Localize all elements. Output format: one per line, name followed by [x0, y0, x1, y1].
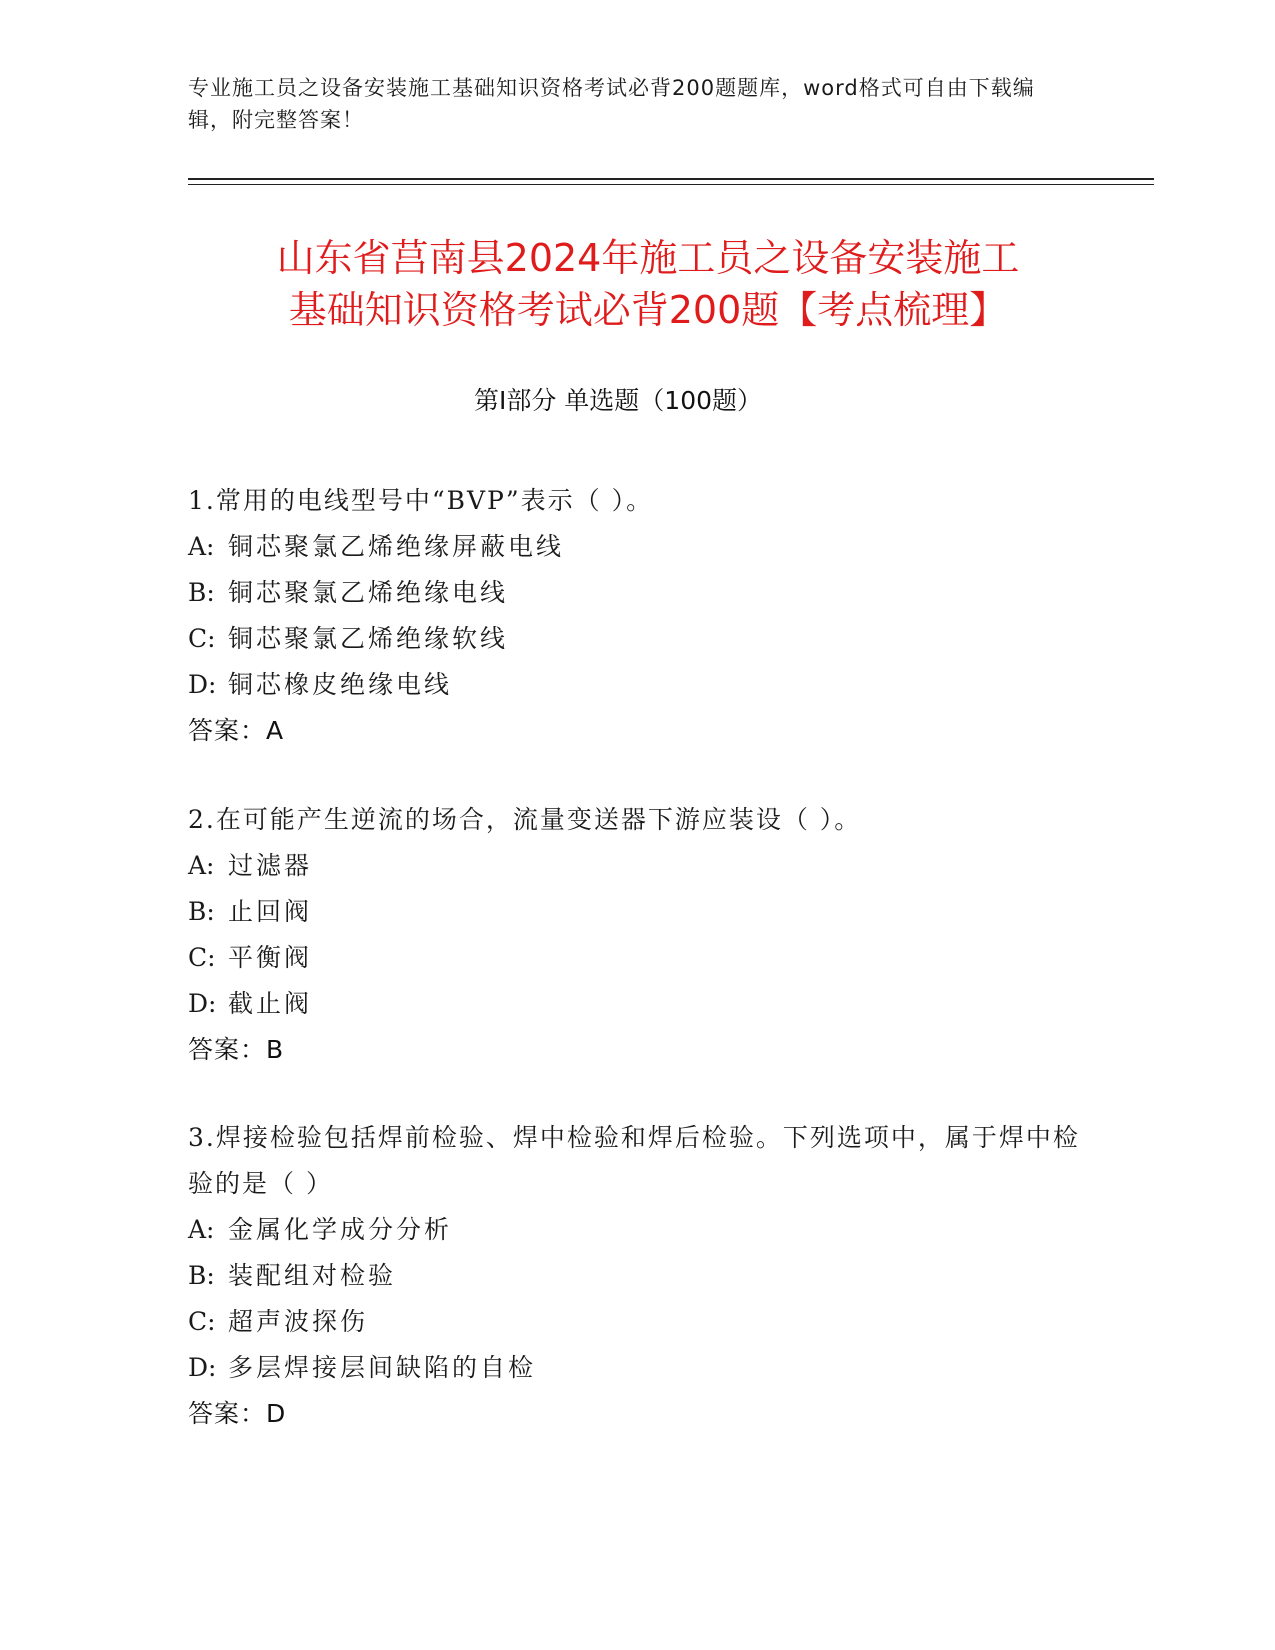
- option-c: [188, 935, 1088, 981]
- question-3: [188, 1115, 1088, 1437]
- answer: 答案：A: [188, 716, 285, 745]
- option-a: [188, 843, 1088, 889]
- option-letter: C:: [188, 1307, 216, 1336]
- question-stem: 1.常用的电线型号中“BVP”表示（ ）。: [188, 486, 654, 515]
- option-text: 截止阀: [228, 989, 313, 1018]
- option-a: [188, 524, 1088, 570]
- option-text: 铜芯橡皮绝缘电线: [228, 670, 453, 699]
- option-a: [188, 1207, 1088, 1253]
- option-letter: A:: [188, 851, 215, 880]
- option-text: 铜芯聚氯乙烯绝缘屏蔽电线: [228, 532, 565, 561]
- option-letter: C:: [188, 624, 216, 653]
- question-2: [188, 797, 1088, 1073]
- option-d: [188, 981, 1088, 1027]
- option-letter: D:: [188, 1353, 217, 1382]
- option-text: 铜芯聚氯乙烯绝缘电线: [228, 578, 509, 607]
- option-letter: D:: [188, 670, 217, 699]
- header-note: 专业施工员之设备安装施工基础知识资格考试必背200题题库，word格式可自由下载编辑，附完整答案！: [188, 76, 1035, 132]
- option-c: [188, 616, 1088, 662]
- document-title: [188, 232, 1108, 336]
- option-c: [188, 1299, 1088, 1345]
- header-divider-thin: [188, 184, 1154, 185]
- section-title: 第Ⅰ部分 单选题（100题）: [473, 386, 763, 415]
- option-text: 铜芯聚氯乙烯绝缘软线: [228, 624, 509, 653]
- option-letter: D:: [188, 989, 217, 1018]
- option-letter: C:: [188, 943, 216, 972]
- document-title-line-2: 基础知识资格考试必背200题【考点梳理】: [288, 288, 1008, 332]
- option-text: 平衡阀: [228, 943, 313, 972]
- question-stem: 2.在可能产生逆流的场合，流量变送器下游应装设（ ）。: [188, 805, 862, 834]
- question-stem: 3.焊接检验包括焊前检验、焊中检验和焊后检验。下列选项中，属于焊中检验的是（ ）: [188, 1123, 1080, 1198]
- option-text: 多层焊接层间缺陷的自检: [228, 1353, 537, 1382]
- option-letter: B:: [188, 578, 215, 607]
- option-d: [188, 662, 1088, 708]
- answer: 答案：D: [188, 1399, 287, 1428]
- header-divider: [188, 178, 1154, 180]
- option-b: [188, 889, 1088, 935]
- answer: 答案：B: [188, 1035, 285, 1064]
- question-1: [188, 478, 1088, 754]
- option-letter: A:: [188, 1215, 215, 1244]
- option-text: 过滤器: [228, 851, 313, 880]
- option-letter: B:: [188, 1261, 215, 1290]
- option-text: 金属化学成分分析: [228, 1215, 453, 1244]
- document-title-line-1: 山东省莒南县2024年施工员之设备安装施工: [276, 236, 1020, 280]
- option-letter: B:: [188, 897, 215, 926]
- option-text: 止回阀: [228, 897, 313, 926]
- option-b: [188, 570, 1088, 616]
- option-text: 装配组对检验: [228, 1261, 397, 1290]
- option-text: 超声波探伤: [228, 1307, 369, 1336]
- option-d: [188, 1345, 1088, 1391]
- option-b: [188, 1253, 1088, 1299]
- option-letter: A:: [188, 532, 215, 561]
